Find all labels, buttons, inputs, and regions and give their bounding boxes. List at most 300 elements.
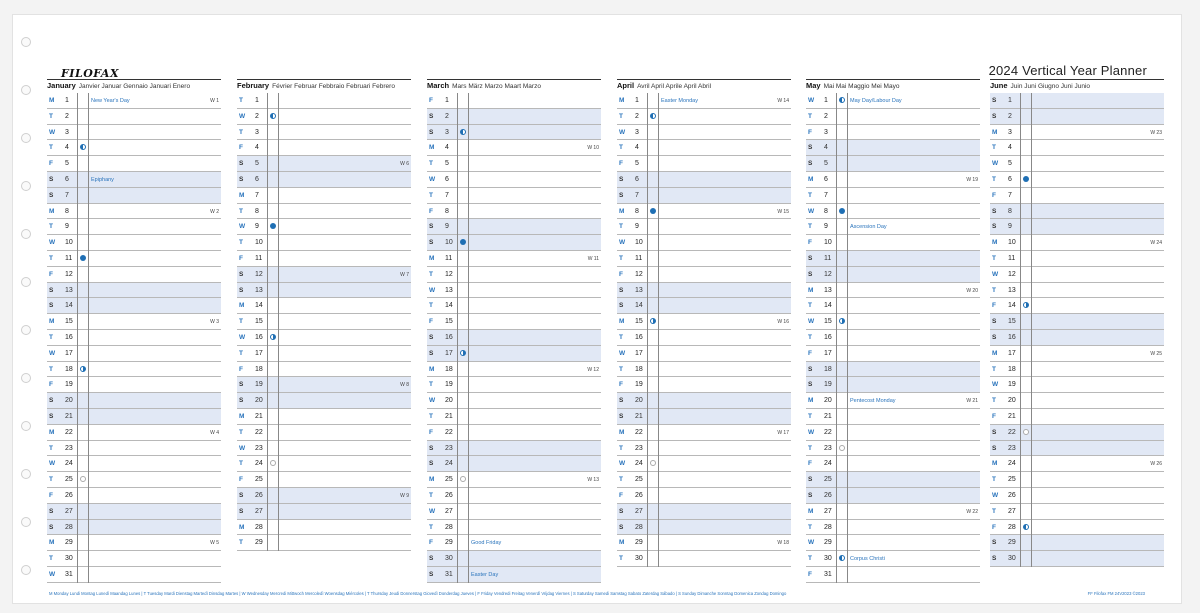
- day-number: 29: [824, 539, 832, 547]
- day-number: 24: [255, 460, 263, 468]
- day-row[interactable]: [427, 283, 601, 299]
- day-row[interactable]: [990, 267, 1164, 283]
- day-number: 18: [65, 365, 73, 373]
- day-row[interactable]: [806, 346, 980, 362]
- day-row[interactable]: [990, 346, 1164, 362]
- day-row[interactable]: [427, 441, 601, 457]
- day-number: 28: [824, 523, 832, 531]
- week-number: W 5: [210, 540, 219, 547]
- day-rows: [806, 93, 980, 583]
- day-row[interactable]: [990, 425, 1164, 441]
- weekday-letter: T: [49, 144, 53, 152]
- day-number: 3: [1008, 128, 1012, 136]
- day-number: 21: [824, 412, 832, 420]
- weekday-letter: F: [808, 460, 812, 468]
- day-number: 17: [635, 349, 643, 357]
- weekday-letter: W: [429, 397, 436, 405]
- day-number: 25: [824, 476, 832, 484]
- weekday-letter: S: [808, 254, 813, 262]
- day-number: 3: [635, 128, 639, 136]
- weekday-letter: T: [619, 365, 623, 373]
- day-row[interactable]: [990, 109, 1164, 125]
- day-number: 22: [824, 428, 832, 436]
- day-row[interactable]: [47, 109, 221, 125]
- day-row[interactable]: [47, 235, 221, 251]
- day-row[interactable]: [806, 456, 980, 472]
- day-row[interactable]: [617, 298, 791, 314]
- week-number: W 3: [210, 319, 219, 326]
- weekday-letter: S: [49, 191, 54, 199]
- day-row[interactable]: [990, 235, 1164, 251]
- day-row[interactable]: [806, 219, 980, 235]
- day-row[interactable]: [427, 425, 601, 441]
- day-row[interactable]: [617, 109, 791, 125]
- day-row[interactable]: [990, 156, 1164, 172]
- day-row[interactable]: [427, 362, 601, 378]
- day-rows: [47, 93, 221, 583]
- day-row[interactable]: [47, 504, 221, 520]
- day-row[interactable]: [427, 472, 601, 488]
- day-number: 23: [445, 444, 453, 452]
- day-row[interactable]: [47, 251, 221, 267]
- day-row[interactable]: [806, 188, 980, 204]
- day-number: 17: [255, 349, 263, 357]
- day-row[interactable]: [990, 504, 1164, 520]
- day-row[interactable]: [427, 172, 601, 188]
- day-row[interactable]: [47, 346, 221, 362]
- day-row[interactable]: [427, 456, 601, 472]
- day-row[interactable]: [617, 125, 791, 141]
- month-name: March: [427, 81, 450, 90]
- day-row[interactable]: [237, 93, 411, 109]
- day-row[interactable]: [617, 172, 791, 188]
- weekday-letter: S: [619, 302, 624, 310]
- day-row[interactable]: [990, 409, 1164, 425]
- day-number: 16: [65, 333, 73, 341]
- day-row[interactable]: [47, 551, 221, 567]
- week-number: W 26: [1150, 461, 1162, 468]
- day-number: 24: [635, 460, 643, 468]
- day-row[interactable]: [427, 520, 601, 536]
- day-number: 8: [65, 207, 69, 215]
- weekday-letter: S: [992, 539, 997, 547]
- day-row[interactable]: [47, 393, 221, 409]
- weekday-letter: T: [239, 207, 243, 215]
- day-row[interactable]: [427, 219, 601, 235]
- weekday-letter: W: [808, 539, 815, 547]
- day-rows: [427, 93, 601, 583]
- day-row[interactable]: [806, 425, 980, 441]
- day-row[interactable]: [427, 504, 601, 520]
- day-row[interactable]: [806, 314, 980, 330]
- weekday-letter: W: [619, 349, 626, 357]
- day-row[interactable]: [47, 188, 221, 204]
- day-row[interactable]: [990, 251, 1164, 267]
- weekday-letter: S: [808, 491, 813, 499]
- day-number: 21: [445, 412, 453, 420]
- day-row[interactable]: [617, 472, 791, 488]
- day-row[interactable]: [47, 520, 221, 536]
- day-row[interactable]: [806, 488, 980, 504]
- weekday-letter: S: [429, 112, 434, 120]
- day-number: 23: [255, 444, 263, 452]
- weekday-letter: F: [49, 270, 53, 278]
- day-row[interactable]: [806, 109, 980, 125]
- day-row[interactable]: [237, 188, 411, 204]
- binder-hole: [21, 37, 31, 47]
- day-row[interactable]: [47, 267, 221, 283]
- day-row[interactable]: [990, 314, 1164, 330]
- weekday-letter: S: [619, 286, 624, 294]
- day-row[interactable]: [427, 567, 601, 583]
- day-row[interactable]: [806, 251, 980, 267]
- day-number: 15: [824, 318, 832, 326]
- day-row[interactable]: [990, 488, 1164, 504]
- day-row[interactable]: [47, 409, 221, 425]
- day-row[interactable]: [617, 267, 791, 283]
- day-number: 18: [445, 365, 453, 373]
- day-row[interactable]: [806, 235, 980, 251]
- day-row[interactable]: [806, 362, 980, 378]
- day-number: 3: [445, 128, 449, 136]
- week-number: W 21: [966, 398, 978, 405]
- day-row[interactable]: [237, 504, 411, 520]
- day-row[interactable]: [990, 188, 1164, 204]
- weekday-letter: T: [239, 460, 243, 468]
- weekday-letter: T: [429, 412, 433, 420]
- day-row[interactable]: [427, 346, 601, 362]
- day-row[interactable]: [237, 204, 411, 220]
- day-row[interactable]: [47, 125, 221, 141]
- column-divider: [847, 93, 848, 583]
- day-row[interactable]: [806, 567, 980, 583]
- day-number: 29: [635, 539, 643, 547]
- day-row[interactable]: [617, 520, 791, 536]
- day-row[interactable]: [990, 456, 1164, 472]
- day-row[interactable]: [237, 346, 411, 362]
- day-row[interactable]: [806, 330, 980, 346]
- day-row[interactable]: [617, 235, 791, 251]
- weekday-letter: W: [808, 97, 815, 104]
- day-row[interactable]: [806, 551, 980, 567]
- weekday-letter: S: [429, 349, 434, 357]
- day-number: 5: [635, 160, 639, 168]
- day-row[interactable]: [47, 172, 221, 188]
- day-row[interactable]: [806, 409, 980, 425]
- moon-phase-last-icon: [460, 129, 466, 135]
- weekday-letter: S: [619, 175, 624, 183]
- day-row[interactable]: [617, 425, 791, 441]
- day-row[interactable]: [237, 172, 411, 188]
- day-number: 21: [1008, 412, 1016, 420]
- day-row[interactable]: [47, 567, 221, 583]
- day-row[interactable]: [427, 156, 601, 172]
- day-row[interactable]: [427, 314, 601, 330]
- day-row[interactable]: [990, 140, 1164, 156]
- weekday-letter: T: [49, 555, 53, 563]
- day-number: 15: [445, 318, 453, 326]
- weekday-letter: S: [619, 507, 624, 515]
- moon-phase-first-icon: [80, 366, 86, 372]
- day-row[interactable]: [427, 125, 601, 141]
- weekday-letter: M: [429, 476, 435, 484]
- weekday-letter: T: [49, 444, 53, 452]
- day-row[interactable]: [806, 140, 980, 156]
- weekday-letter: W: [49, 570, 56, 578]
- day-number: 17: [824, 349, 832, 357]
- day-row[interactable]: [990, 330, 1164, 346]
- day-row[interactable]: [806, 156, 980, 172]
- moon-phase-new-icon: [1023, 429, 1029, 435]
- day-row[interactable]: [237, 235, 411, 251]
- day-number: 28: [255, 523, 263, 531]
- day-row[interactable]: [806, 172, 980, 188]
- weekday-letter: F: [49, 381, 53, 389]
- day-row[interactable]: [617, 188, 791, 204]
- day-number: 4: [635, 144, 639, 152]
- day-row[interactable]: [990, 393, 1164, 409]
- day-row[interactable]: [427, 267, 601, 283]
- weekday-letter: T: [619, 476, 623, 484]
- weekday-letter: S: [429, 555, 434, 563]
- day-row[interactable]: [990, 362, 1164, 378]
- day-row[interactable]: [806, 535, 980, 551]
- column-divider: [77, 93, 78, 583]
- day-number: 11: [445, 254, 453, 262]
- day-number: 8: [1008, 207, 1012, 215]
- month-column-march: [427, 79, 601, 583]
- weekday-letter: W: [992, 160, 999, 168]
- day-row[interactable]: [806, 377, 980, 393]
- day-row[interactable]: [427, 204, 601, 220]
- moon-phase-full-icon: [80, 255, 86, 261]
- month-header: [806, 79, 980, 93]
- day-row[interactable]: [427, 140, 601, 156]
- day-row[interactable]: [47, 140, 221, 156]
- week-number: W 25: [1150, 350, 1162, 357]
- day-row[interactable]: [990, 520, 1164, 536]
- day-row[interactable]: [617, 93, 791, 109]
- day-row[interactable]: [47, 488, 221, 504]
- day-row[interactable]: [237, 472, 411, 488]
- day-row[interactable]: [617, 441, 791, 457]
- day-number: 29: [1008, 539, 1016, 547]
- day-row[interactable]: [47, 362, 221, 378]
- day-row[interactable]: [237, 409, 411, 425]
- day-row[interactable]: [990, 204, 1164, 220]
- day-row[interactable]: [47, 283, 221, 299]
- day-number: 19: [1008, 381, 1016, 389]
- day-number: 4: [824, 144, 828, 152]
- day-row[interactable]: [237, 156, 411, 172]
- filofax-logo: FILOFAX: [61, 67, 120, 80]
- day-row[interactable]: [237, 393, 411, 409]
- day-row[interactable]: [47, 298, 221, 314]
- day-row[interactable]: [806, 504, 980, 520]
- day-row[interactable]: [806, 125, 980, 141]
- day-number: 18: [824, 365, 832, 373]
- day-number: 1: [824, 97, 828, 104]
- day-row[interactable]: [617, 362, 791, 378]
- day-row[interactable]: [617, 504, 791, 520]
- day-row[interactable]: [990, 551, 1164, 567]
- day-row[interactable]: [617, 140, 791, 156]
- day-row[interactable]: [617, 409, 791, 425]
- day-row[interactable]: [47, 330, 221, 346]
- weekday-letter: F: [429, 207, 433, 215]
- day-row[interactable]: [237, 251, 411, 267]
- weekday-letter: F: [619, 381, 623, 389]
- day-row[interactable]: [806, 441, 980, 457]
- day-row[interactable]: [806, 393, 980, 409]
- day-row[interactable]: [427, 409, 601, 425]
- day-row[interactable]: [617, 204, 791, 220]
- day-number: 16: [1008, 333, 1016, 341]
- week-number: W 14: [777, 98, 789, 104]
- day-row[interactable]: [47, 472, 221, 488]
- day-row[interactable]: [47, 377, 221, 393]
- month-header: [617, 79, 791, 93]
- weekday-letter: S: [808, 270, 813, 278]
- day-row[interactable]: [237, 267, 411, 283]
- day-number: 20: [1008, 397, 1016, 405]
- holiday-label: Epiphany: [91, 176, 114, 183]
- day-row[interactable]: [427, 235, 601, 251]
- day-row[interactable]: [427, 251, 601, 267]
- binder-hole: [21, 469, 31, 479]
- month-header: [427, 79, 601, 93]
- day-row[interactable]: [990, 472, 1164, 488]
- day-row[interactable]: [806, 520, 980, 536]
- day-row[interactable]: [617, 283, 791, 299]
- day-row[interactable]: [427, 188, 601, 204]
- day-row[interactable]: [990, 125, 1164, 141]
- day-row[interactable]: [237, 362, 411, 378]
- day-number: 4: [1008, 144, 1012, 152]
- weekday-letter: S: [49, 523, 54, 531]
- day-row[interactable]: [617, 488, 791, 504]
- month-column-january: [47, 79, 221, 583]
- day-row[interactable]: [47, 535, 221, 551]
- weekday-letter: T: [808, 444, 812, 452]
- month-translations: Avril April Aprile April Abril: [637, 83, 712, 90]
- day-row[interactable]: [990, 377, 1164, 393]
- day-row[interactable]: [806, 472, 980, 488]
- day-row[interactable]: [990, 172, 1164, 188]
- day-number: 24: [1008, 460, 1016, 468]
- day-row[interactable]: [427, 330, 601, 346]
- day-row[interactable]: [237, 298, 411, 314]
- day-row[interactable]: [427, 298, 601, 314]
- day-row[interactable]: [990, 283, 1164, 299]
- day-number: 31: [445, 570, 453, 578]
- day-row[interactable]: [617, 251, 791, 267]
- day-row[interactable]: [806, 283, 980, 299]
- day-row[interactable]: [806, 298, 980, 314]
- weekday-letter: S: [808, 144, 813, 152]
- day-number: 8: [824, 207, 828, 215]
- weekday-letter: F: [429, 97, 433, 104]
- day-number: 10: [824, 239, 832, 247]
- weekday-letter: F: [429, 539, 433, 547]
- day-row[interactable]: [427, 551, 601, 567]
- weekday-letter: F: [239, 476, 243, 484]
- day-row[interactable]: [990, 441, 1164, 457]
- day-row[interactable]: [47, 156, 221, 172]
- day-row[interactable]: [237, 520, 411, 536]
- day-row[interactable]: [47, 441, 221, 457]
- day-row[interactable]: [47, 219, 221, 235]
- day-row[interactable]: [617, 219, 791, 235]
- day-row[interactable]: [427, 377, 601, 393]
- day-row[interactable]: [427, 535, 601, 551]
- day-row[interactable]: [617, 156, 791, 172]
- day-number: 18: [1008, 365, 1016, 373]
- day-row[interactable]: [237, 109, 411, 125]
- weekday-letter: M: [992, 349, 998, 357]
- day-row[interactable]: [990, 219, 1164, 235]
- day-row[interactable]: [237, 535, 411, 551]
- day-number: 14: [1008, 302, 1016, 310]
- day-row[interactable]: [427, 393, 601, 409]
- weekday-letter: M: [49, 428, 55, 436]
- day-row[interactable]: [237, 456, 411, 472]
- day-row[interactable]: [806, 267, 980, 283]
- day-row[interactable]: [237, 283, 411, 299]
- day-row[interactable]: [47, 204, 221, 220]
- day-row[interactable]: [47, 93, 221, 109]
- weekday-letter: T: [619, 144, 623, 152]
- day-row[interactable]: [427, 93, 601, 109]
- day-row[interactable]: [237, 377, 411, 393]
- day-row[interactable]: [617, 314, 791, 330]
- day-row[interactable]: [990, 298, 1164, 314]
- day-row[interactable]: [427, 488, 601, 504]
- day-number: 9: [255, 223, 259, 231]
- day-row[interactable]: [617, 551, 791, 567]
- day-row[interactable]: [617, 377, 791, 393]
- day-row[interactable]: [617, 393, 791, 409]
- day-row[interactable]: [237, 488, 411, 504]
- holiday-label: Ascension Day: [850, 224, 887, 231]
- weekday-letter: S: [239, 397, 244, 405]
- day-row[interactable]: [806, 93, 980, 109]
- day-row[interactable]: [237, 425, 411, 441]
- day-row[interactable]: [617, 535, 791, 551]
- day-row[interactable]: [237, 219, 411, 235]
- day-row[interactable]: [237, 441, 411, 457]
- day-row[interactable]: [617, 330, 791, 346]
- week-number: W 22: [966, 508, 978, 515]
- day-row[interactable]: [617, 346, 791, 362]
- day-number: 14: [635, 302, 643, 310]
- day-row[interactable]: [47, 425, 221, 441]
- day-row[interactable]: [47, 314, 221, 330]
- day-row[interactable]: [237, 140, 411, 156]
- day-row[interactable]: [427, 109, 601, 125]
- day-row[interactable]: [237, 330, 411, 346]
- day-row[interactable]: [806, 204, 980, 220]
- day-row[interactable]: [990, 535, 1164, 551]
- moon-phase-first-icon: [460, 350, 466, 356]
- day-row[interactable]: [617, 456, 791, 472]
- day-number: 22: [445, 428, 453, 436]
- day-row[interactable]: [237, 314, 411, 330]
- day-row[interactable]: [990, 93, 1164, 109]
- day-row[interactable]: [237, 125, 411, 141]
- day-row[interactable]: [47, 456, 221, 472]
- binder-hole: [21, 325, 31, 335]
